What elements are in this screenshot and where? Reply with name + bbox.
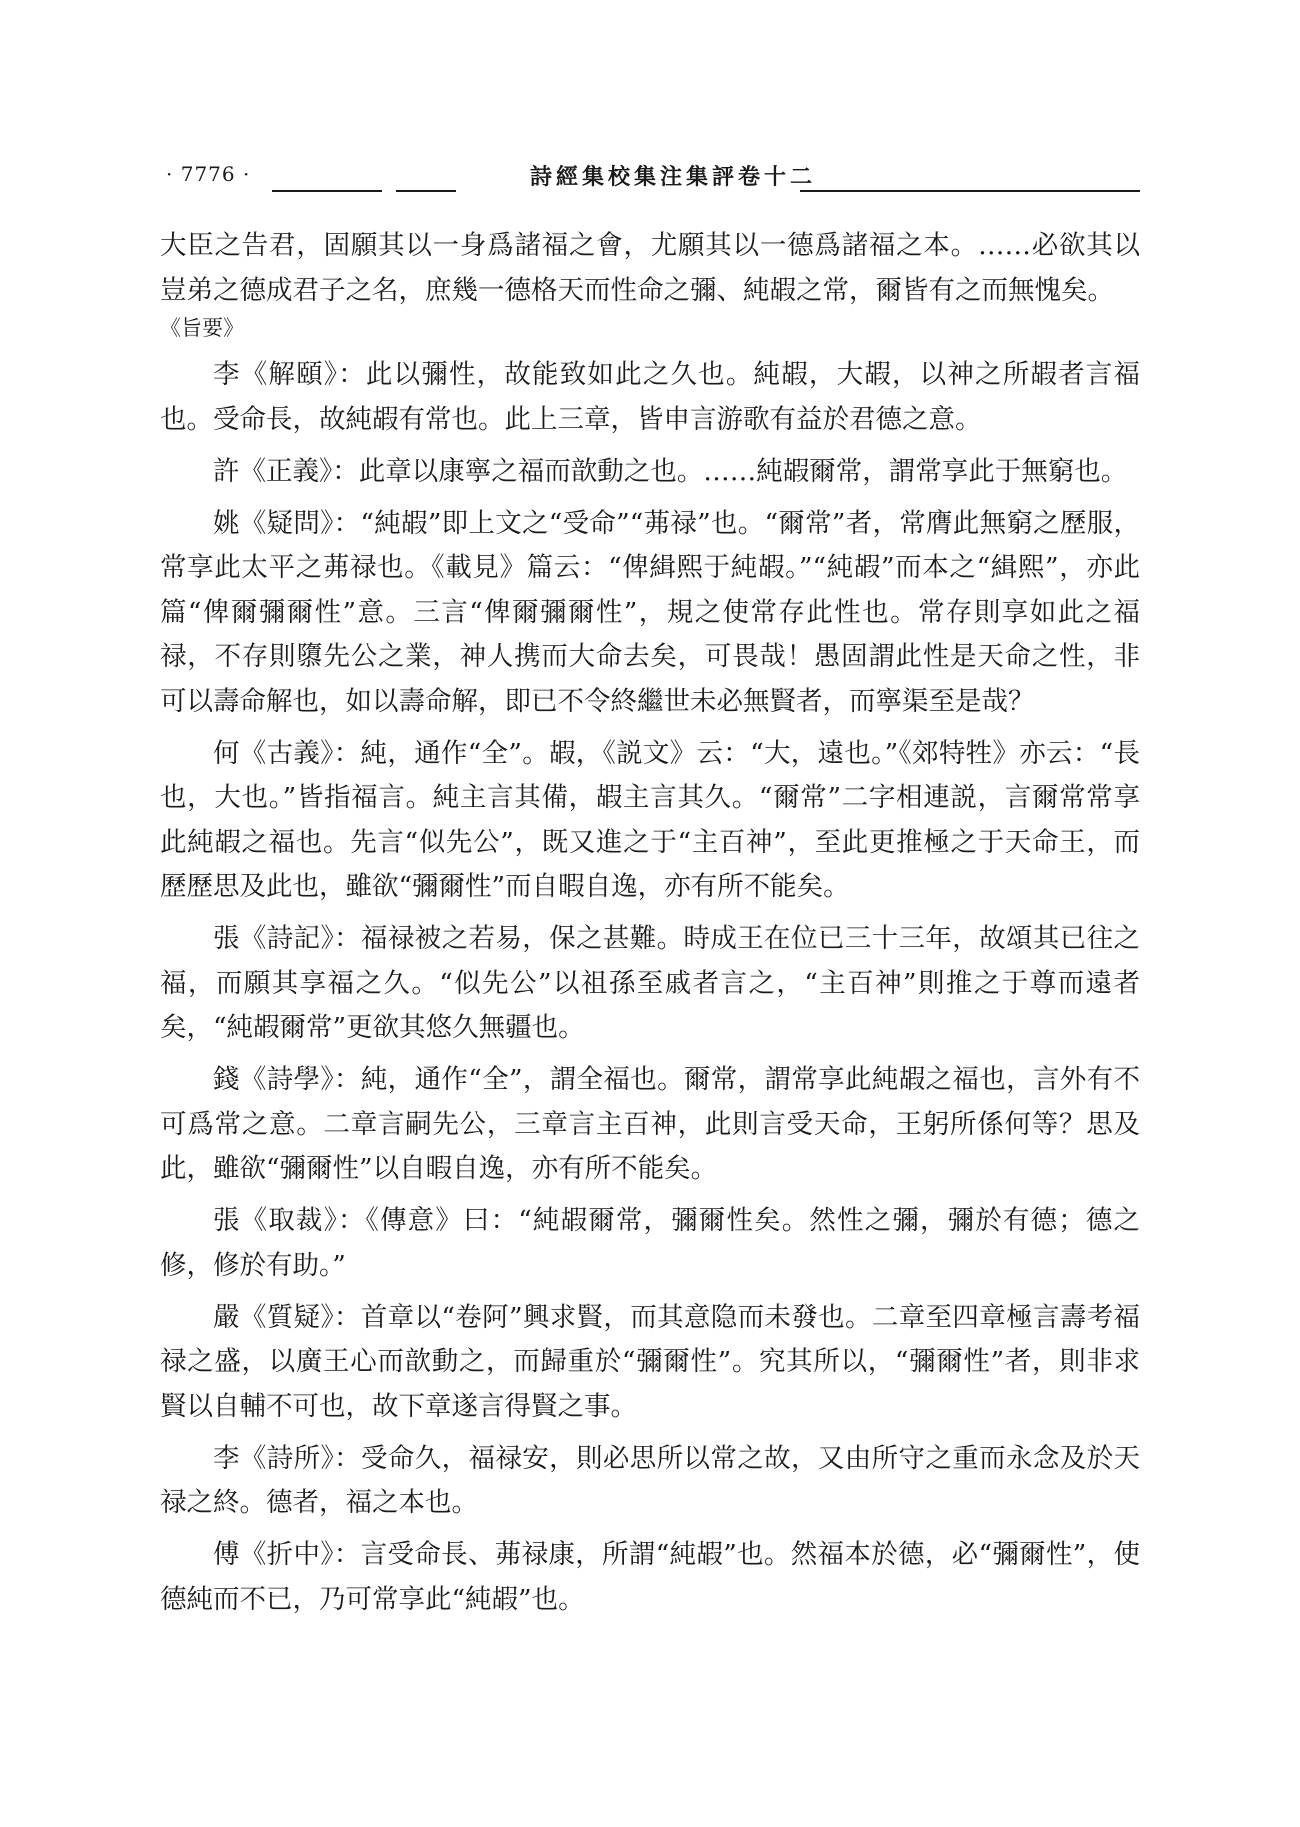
paragraph: 許《正義》：此章以康寧之福而歆動之也。……純嘏爾常，謂常享此于無窮也。 — [213, 455, 1128, 487]
source-citation: 《旨要》 — [160, 316, 244, 340]
paragraph: 李《解頤》：此以彌性，故能致如此之久也。純嘏，大嘏，以神之所嘏者言福也。受命長，故純嘏有常也。此上三章，皆申言游歌有益於君德之意。 — [160, 359, 1140, 435]
paragraph: 傅《折中》：言受命長、茀禄康，所謂“純嘏”也。然福本於德，必“彌爾性”，使德純而不已，乃可常享此“純嘏”也。 — [160, 1539, 1140, 1615]
running-title: 詩經集校集注集評卷十二 — [530, 164, 817, 190]
header-rule — [396, 190, 456, 192]
paragraph: 錢《詩學》：純，通作“全”，謂全福也。爾常，謂常享此純嘏之福也，言外有不可爲常之意。二章言嗣先公，三章言主百神，此則言受天命，王躬所係何等？思及此，雖欲“彌爾性”以自暇自逸，亦有所不能矣。 — [160, 1064, 1140, 1184]
paragraph: 張《取裁》：《傳意》曰：“純嘏爾常，彌爾性矣。然性之彌，彌於有德；德之修，修於有助。” — [160, 1205, 1140, 1281]
main-text — [160, 224, 1140, 1630]
page-header — [160, 160, 1140, 196]
paragraph: 何《古義》：純，通作“全”。嘏，《説文》云：“大，遠也。”《郊特牲》亦云：“長也，大也。”皆指福言。純主言其備，嘏主言其久。“爾常”二字相連説，言爾常常享此純嘏之福也。先言“似先公”，既又進之于“主百神”，至此更推極之于天命王，而歷歷思及此也，雖欲“彌爾性”而自暇自逸，亦有所不能矣。 — [160, 737, 1140, 902]
header-rule — [800, 190, 1140, 192]
paragraph: 大臣之告君，固願其以一身爲諸福之會，尤願其以一德爲諸福之本。……必欲其以豈弟之德成君子之名，庶幾一德格天而性命之彌、純嘏之常，爾皆有之而無愧矣。 — [160, 230, 1140, 306]
paragraph: 張《詩記》：福禄被之若易，保之甚難。時成王在位已三十三年，故頌其已往之福，而願其享福之久。“似先公”以祖孫至戚者言之，“主百神”則推之于尊而遠者矣，“純嘏爾常”更欲其悠久無疆也。 — [160, 923, 1140, 1043]
header-rule — [272, 190, 382, 192]
paragraph: 姚《疑問》：“純嘏”即上文之“受命”“茀禄”也。“爾常”者，常膺此無窮之歷服，常享此太平之茀禄也。《載見》篇云：“俾緝熙于純嘏。”“純嘏”而本之“緝熙”，亦此篇“俾爾彌爾性”意。三言“俾爾彌爾性”，規之使常存此性也。常存則享如此之福禄，不存則隳先公之業，神人携而大命去矣，可畏哉！愚固謂此性是天命之性，非可以壽命解也，如以壽命解，即已不令終繼世未必無賢者，而寧渠至是哉？ — [160, 507, 1140, 717]
paragraph: 李《詩所》：受命久，福禄安，則必思所以常之故，又由所守之重而永念及於天禄之終。德者，福之本也。 — [160, 1442, 1140, 1518]
paragraph: 嚴《質疑》：首章以“卷阿”興求賢，而其意隐而未發也。二章至四章極言壽考福禄之盛，以廣王心而歆動之，而歸重於“彌爾性”。究其所以，“彌爾性”者，則非求賢以自輔不可也，故下章遂言得賢之事。 — [160, 1301, 1140, 1422]
page-number: · 7776 · — [166, 162, 251, 186]
